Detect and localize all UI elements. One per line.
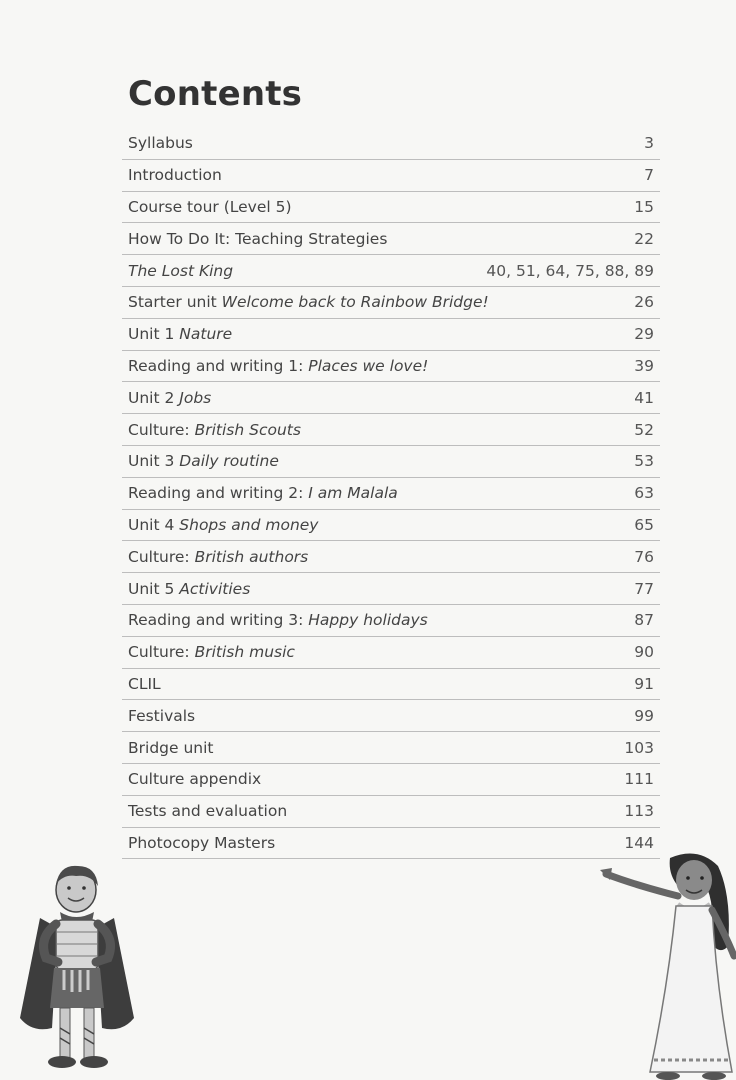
contents-list (122, 128, 660, 859)
contents-entry-label (128, 325, 232, 343)
contents-entry-label (128, 516, 318, 534)
entry-prefix: Reading and writing 1: (128, 356, 309, 375)
page-title: Contents (128, 74, 303, 114)
entry-prefix: Syllabus (128, 134, 193, 153)
contents-row (122, 160, 660, 192)
contents-row (122, 573, 660, 605)
contents-row (122, 669, 660, 701)
entry-prefix: How To Do It: Teaching Strategies (128, 229, 388, 248)
entry-title-italic: Places we love! (308, 356, 429, 375)
entry-prefix: Photocopy Masters (128, 833, 276, 852)
contents-entry-label (128, 834, 275, 852)
entry-title-italic: I am Malala (308, 484, 398, 503)
entry-prefix: CLIL (128, 674, 161, 693)
contents-page-number: 53 (634, 452, 654, 471)
contents-page-number: 39 (634, 356, 654, 375)
contents-page-number: 22 (634, 229, 654, 248)
contents-page-number: 99 (634, 706, 654, 725)
contents-page-number: 103 (624, 738, 654, 757)
entry-title-italic: Shops and money (179, 515, 319, 534)
contents-entry-label (128, 452, 279, 470)
entry-prefix: Bridge unit (128, 738, 214, 757)
entry-title-italic: Activities (179, 579, 251, 598)
contents-page-number: 90 (634, 643, 654, 662)
contents-page-number: 63 (634, 484, 654, 503)
contents-entry-label (128, 389, 211, 407)
contents-row (122, 128, 660, 160)
entry-prefix: Course tour (Level 5) (128, 197, 292, 216)
contents-row (122, 764, 660, 796)
entry-title-italic: British authors (194, 547, 309, 566)
contents-page-number: 76 (634, 547, 654, 566)
contents-entry-label (128, 357, 428, 375)
entry-prefix: Culture: (128, 420, 195, 439)
entry-title-italic: The Lost King (128, 261, 234, 280)
entry-prefix: Unit 3 (128, 452, 180, 471)
contents-row (122, 192, 660, 224)
contents-row (122, 287, 660, 319)
entry-prefix: Starter unit (128, 293, 222, 312)
contents-row (122, 796, 660, 828)
contents-page-number: 3 (644, 134, 654, 153)
contents-page-number: 41 (634, 388, 654, 407)
contents-entry-label (128, 707, 195, 725)
contents-row (122, 255, 660, 287)
entry-title-italic: Jobs (179, 388, 212, 407)
contents-page-number: 87 (634, 611, 654, 630)
contents-page-number: 52 (634, 420, 654, 439)
entry-title-italic: Daily routine (179, 452, 279, 471)
entry-title-italic: British Scouts (194, 420, 301, 439)
contents-row (122, 478, 660, 510)
contents-entry-label (128, 580, 250, 598)
contents-page-number: 26 (634, 293, 654, 312)
contents-page-number: 15 (634, 197, 654, 216)
entry-prefix: Culture: (128, 643, 195, 662)
contents-entry-label (128, 770, 261, 788)
contents-entry-label (128, 293, 489, 311)
contents-page-number: 65 (634, 515, 654, 534)
contents-row (122, 351, 660, 383)
entry-prefix: Unit 1 (128, 325, 180, 344)
entry-prefix: Tests and evaluation (128, 802, 288, 821)
contents-entry-label (128, 739, 214, 757)
contents-page-number: 113 (624, 802, 654, 821)
contents-page-number: 111 (624, 770, 654, 789)
entry-prefix: Unit 4 (128, 515, 180, 534)
contents-page-number: 144 (624, 833, 654, 852)
contents-row (122, 637, 660, 669)
entry-title-italic: Nature (179, 325, 233, 344)
contents-entry-label (128, 262, 233, 280)
entry-prefix: Unit 5 (128, 579, 180, 598)
entry-title-italic: Happy holidays (308, 611, 428, 630)
contents-page-number: 29 (634, 325, 654, 344)
contents-entry-label (128, 230, 387, 248)
entry-prefix: Festivals (128, 706, 196, 725)
contents-entry-label (128, 484, 398, 502)
roman-boy-illustration (12, 858, 142, 1080)
contents-row (122, 510, 660, 542)
contents-row (122, 732, 660, 764)
entry-prefix: Culture appendix (128, 770, 262, 789)
entry-prefix: Reading and writing 3: (128, 611, 309, 630)
contents-page-number: 40, 51, 64, 75, 88, 89 (486, 261, 654, 280)
entry-prefix: Unit 2 (128, 388, 180, 407)
contents-entry-label (128, 421, 301, 439)
entry-prefix: Culture: (128, 547, 195, 566)
contents-entry-label (128, 134, 193, 152)
contents-row (122, 446, 660, 478)
contents-row (122, 700, 660, 732)
entry-prefix: Introduction (128, 166, 222, 185)
contents-page-number: 77 (634, 579, 654, 598)
contents-entry-label (128, 548, 308, 566)
entry-prefix: Reading and writing 2: (128, 484, 309, 503)
contents-entry-label (128, 802, 287, 820)
contents-page-number: 7 (644, 166, 654, 185)
contents-row (122, 414, 660, 446)
contents-entry-label (128, 198, 292, 216)
contents-row (122, 828, 660, 860)
contents-row (122, 319, 660, 351)
contents-page-number: 91 (634, 674, 654, 693)
contents-row (122, 541, 660, 573)
entry-title-italic: British music (194, 643, 295, 662)
contents-entry-label (128, 166, 222, 184)
contents-row (122, 382, 660, 414)
entry-title-italic: Welcome back to Rainbow Bridge! (221, 293, 489, 312)
contents-entry-label (128, 611, 428, 629)
contents-row (122, 223, 660, 255)
contents-entry-label (128, 643, 295, 661)
girl-illustration (598, 846, 736, 1080)
contents-entry-label (128, 675, 161, 693)
contents-row (122, 605, 660, 637)
